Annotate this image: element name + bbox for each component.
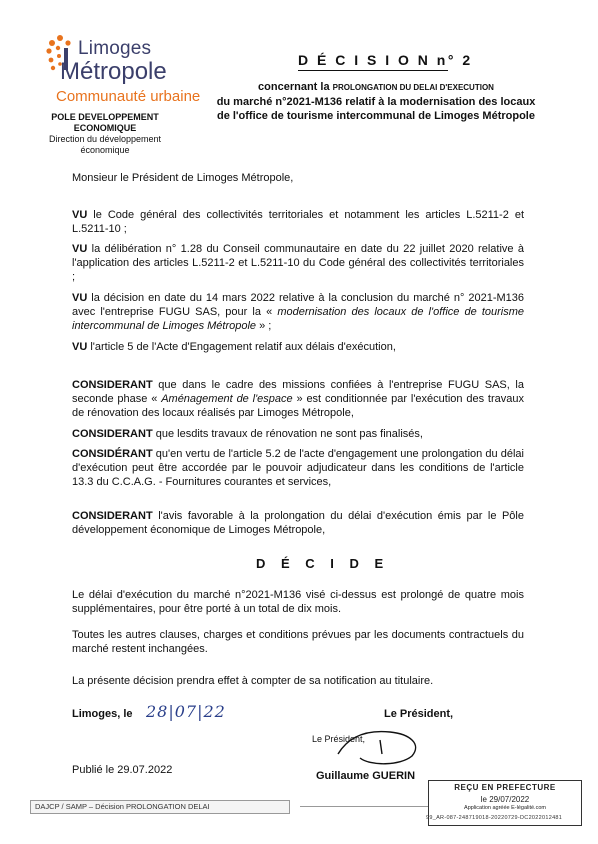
footer-reference: DAJCP / SAMP – Décision PROLONGATION DELAI — [30, 800, 290, 814]
vu-text: la décision en date du 14 mars 2022 relative à la conclusion du marché n° 2021-M136 avec l'entreprise FUGU SAS, pour la « — [72, 292, 524, 318]
decision-paragraph-2: Toutes les autres clauses, charges et conditions prévues par les documents contractuels du marché restent inchangées. — [72, 629, 524, 655]
vu-paragraph-3 — [72, 291, 524, 333]
stamp-id: 99_AR-087-248719018-20220729-DC2022012481 — [426, 815, 563, 821]
vu-paragraph-4 — [72, 340, 524, 354]
published-date: Publié le 29.07.2022 — [72, 764, 173, 776]
vu-text: » ; — [256, 320, 272, 332]
considerant-keyword: CONSIDERANT — [72, 379, 153, 391]
signatory-name: Guillaume GUERIN — [316, 770, 416, 782]
decision-subject — [214, 80, 538, 123]
vu-keyword: VU — [72, 341, 88, 353]
pole-line3: Direction du développement — [48, 134, 162, 144]
vu-keyword: VU — [72, 243, 88, 255]
decide-heading: D É C I D E — [256, 556, 390, 571]
considerant-keyword: CONSIDÉRANT — [72, 448, 153, 460]
logo-line2: Métropole — [60, 58, 167, 85]
pole-block — [40, 112, 170, 156]
title-underline — [298, 70, 448, 71]
decision-title: D É C I S I O N n° 2 — [298, 52, 473, 68]
considerant-paragraph-2 — [72, 427, 524, 441]
logo-subtitle: Communauté urbaine — [56, 88, 201, 105]
pole-line1: POLE DEVELOPPEMENT — [51, 112, 159, 122]
vu-text: la délibération n° 1.28 du Conseil communautaire en date du 22 juillet 2020 relative à l'application des articles L.5211-2 et L.5211-10 du Code général des collectivités territoriales ; — [72, 243, 524, 283]
pole-line4: économique — [80, 145, 130, 155]
vu-paragraph-2 — [72, 242, 524, 284]
stamp-app: Application agréée E-légalité.com — [464, 805, 546, 811]
stamp-date: le 29/07/2022 — [480, 795, 530, 804]
footer-rule — [300, 806, 428, 807]
vu-text: le Code général des collectivités territoriales et notamment les articles L.5211-2 et L.5211-10 ; — [72, 209, 524, 235]
considerant-keyword: CONSIDERANT — [72, 428, 153, 440]
concern-rest: du marché n°2021-M136 relatif à la modernisation des locaux de l'office de tourisme intercommunal de Limoges Métropole — [216, 96, 536, 122]
vu-keyword: VU — [72, 209, 88, 221]
considerant-text: que lesdits travaux de rénovation ne sont pas finalisés, — [152, 428, 423, 440]
signature-role: Le Président, — [384, 708, 454, 720]
considerant-paragraph-3 — [72, 447, 524, 489]
vu-text-italic: modernisation des locaux de l'office de tourisme intercommunal de Limoges Métropole — [72, 306, 525, 332]
signature-place: Limoges, le — [72, 708, 133, 720]
considerant-text: que dans le cadre des missions confiées à l'entreprise FUGU SAS, la seconde phase « — [72, 379, 524, 405]
vu-text: l'article 5 de l'Acte d'Engagement relatif aux délais d'exécution, — [87, 341, 396, 353]
handwritten-signature-icon — [330, 724, 426, 770]
considerant-paragraph-4 — [72, 509, 524, 537]
considerant-text-italic: Aménagement de l'espace — [161, 393, 293, 405]
handwritten-date: 28|07|22 — [146, 702, 226, 721]
pole-line2: ECONOMIQUE — [73, 123, 137, 133]
stamp-title: REÇU EN PREFECTURE — [454, 783, 556, 792]
considerant-keyword: CONSIDERANT — [72, 510, 153, 522]
vu-paragraph-1 — [72, 208, 524, 236]
stamp-role: Le Président, — [312, 734, 366, 744]
decision-paragraph-3: La présente décision prendra effet à compter de sa notification au titulaire. — [72, 675, 434, 687]
decision-paragraph-1: Le délai d'exécution du marché n°2021-M136 visé ci-dessus est prolongé de quatre mois supplémentaires, pour être porté à un total de dix mois. — [72, 589, 524, 615]
considerant-text: » est conditionnée par l'exécution des travaux de rénovation des locaux réalisés par Limoges Métropole, — [72, 393, 524, 419]
vu-keyword: VU — [72, 292, 88, 304]
considerant-paragraph-1 — [72, 378, 524, 420]
salutation: Monsieur le Président de Limoges Métropole, — [72, 172, 294, 184]
concern-small: PROLONGATION DU DELAI D'EXECUTION — [332, 83, 494, 92]
considerant-text: l'avis favorable à la prolongation du délai d'exécution émis par le Pôle développement économique de Limoges Métropole, — [72, 510, 524, 536]
logo-line1: Limoges — [78, 38, 152, 59]
concern-prefix: concernant la — [258, 81, 333, 93]
considerant-text: qu'en vertu de l'article 5.2 de l'acte d'engagement une prolongation du délai d'exécution peut être accordée par le pouvoir adjudicateur dans les conditions de l'article 13.3 du C.C.A.G. - Fournitures courantes et services, — [72, 448, 524, 488]
